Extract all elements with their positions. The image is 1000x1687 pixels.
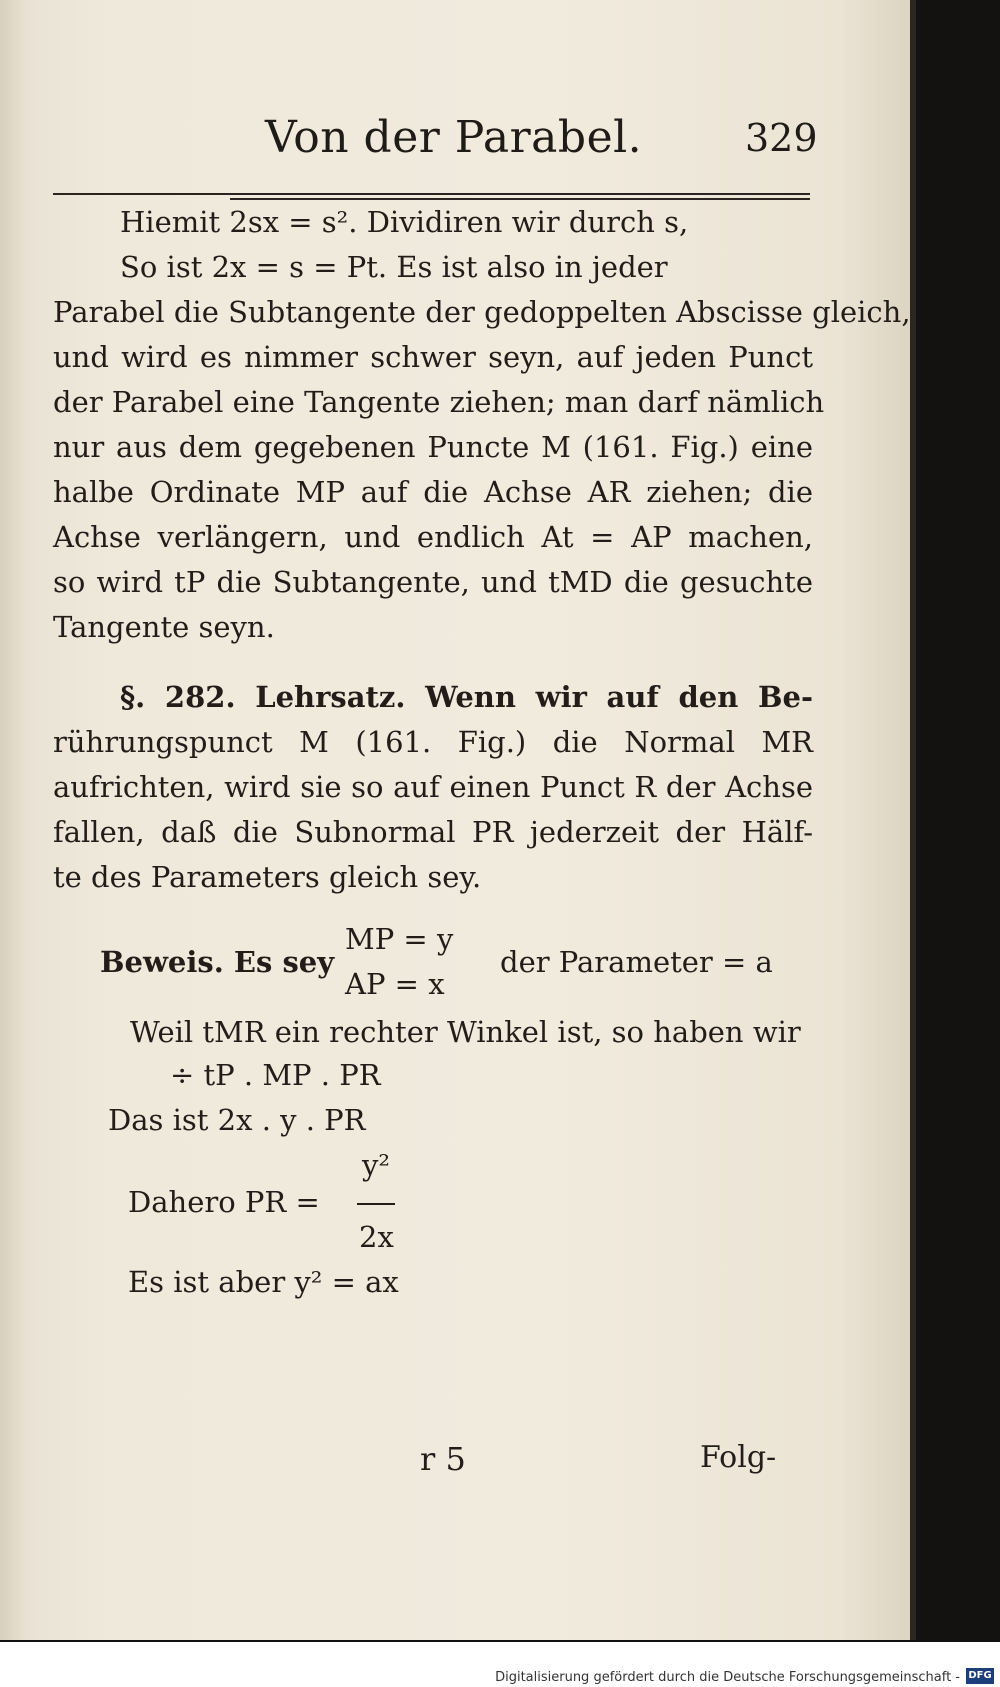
header-rule-second [230, 198, 810, 200]
theorem-line-1: §. 282. Lehrsatz. Wenn wir auf den Be- [120, 680, 813, 714]
theorem-line-3: aufrichten, wird sie so auf einen Punct R der Achse [53, 770, 813, 804]
body-line-10: Tangente seyn. [53, 610, 275, 644]
header-rule [53, 193, 810, 195]
proof-eq-top: MP = y [345, 922, 454, 956]
running-head: Von der Parabel. [265, 112, 643, 163]
catchword: Folg- [700, 1440, 777, 1475]
body-line-4: und wird es nimmer schwer seyn, auf jeden Punct [53, 340, 813, 374]
page-gutter-shadow [0, 0, 26, 1640]
proof-proportion: ÷ tP . MP . PR [170, 1058, 381, 1092]
fraction-denominator: 2x [359, 1220, 394, 1254]
signature-mark: r 5 [420, 1440, 466, 1478]
proof-line-5: Es ist aber y² = ax [128, 1265, 399, 1299]
proof-line-1: Weil tMR ein rechter Winkel ist, so haben wir [130, 1015, 801, 1049]
proof-dahero: Dahero PR = [128, 1185, 320, 1219]
fraction-numerator: y² [362, 1148, 391, 1182]
body-line-5: der Parabel eine Tangente ziehen; man darf nämlich [53, 385, 825, 419]
body-line-2: So ist 2x = s = Pt. Es ist also in jeder [120, 250, 668, 284]
fraction-bar [357, 1203, 395, 1205]
theorem-line-5: te des Parameters gleich sey. [53, 860, 482, 894]
body-line-3: Parabel die Subtangente der gedoppelten Abscisse gleich, [53, 295, 911, 329]
body-line-8: Achse verlängern, und endlich At = AP machen, [53, 520, 813, 554]
proof-parameter: der Parameter = a [500, 945, 773, 979]
proof-label: Beweis. Es sey [100, 945, 335, 979]
credit-text: Digitalisierung gefördert durch die Deutsche Forschungsgemeinschaft - [495, 1670, 960, 1685]
body-line-1: Hiemit 2sx = s². Dividiren wir durch s, [120, 205, 689, 239]
body-line-9: so wird tP die Subtangente, und tMD die gesuchte [53, 565, 813, 599]
theorem-line-2: rührungspunct M (161. Fig.) die Normal MR [53, 725, 813, 759]
page-number: 329 [745, 116, 818, 160]
theorem-line-4: fallen, daß die Subnormal PR jederzeit der Hälf- [53, 815, 813, 849]
proof-eq-bottom: AP = x [345, 967, 445, 1001]
body-line-7: halbe Ordinate MP auf die Achse AR ziehen; die [53, 475, 813, 509]
body-line-6: nur aus dem gegebenen Puncte M (161. Fig.) eine [53, 430, 813, 464]
proof-line-3: Das ist 2x . y . PR [108, 1103, 366, 1137]
dfg-logo: DFG [966, 1668, 994, 1684]
